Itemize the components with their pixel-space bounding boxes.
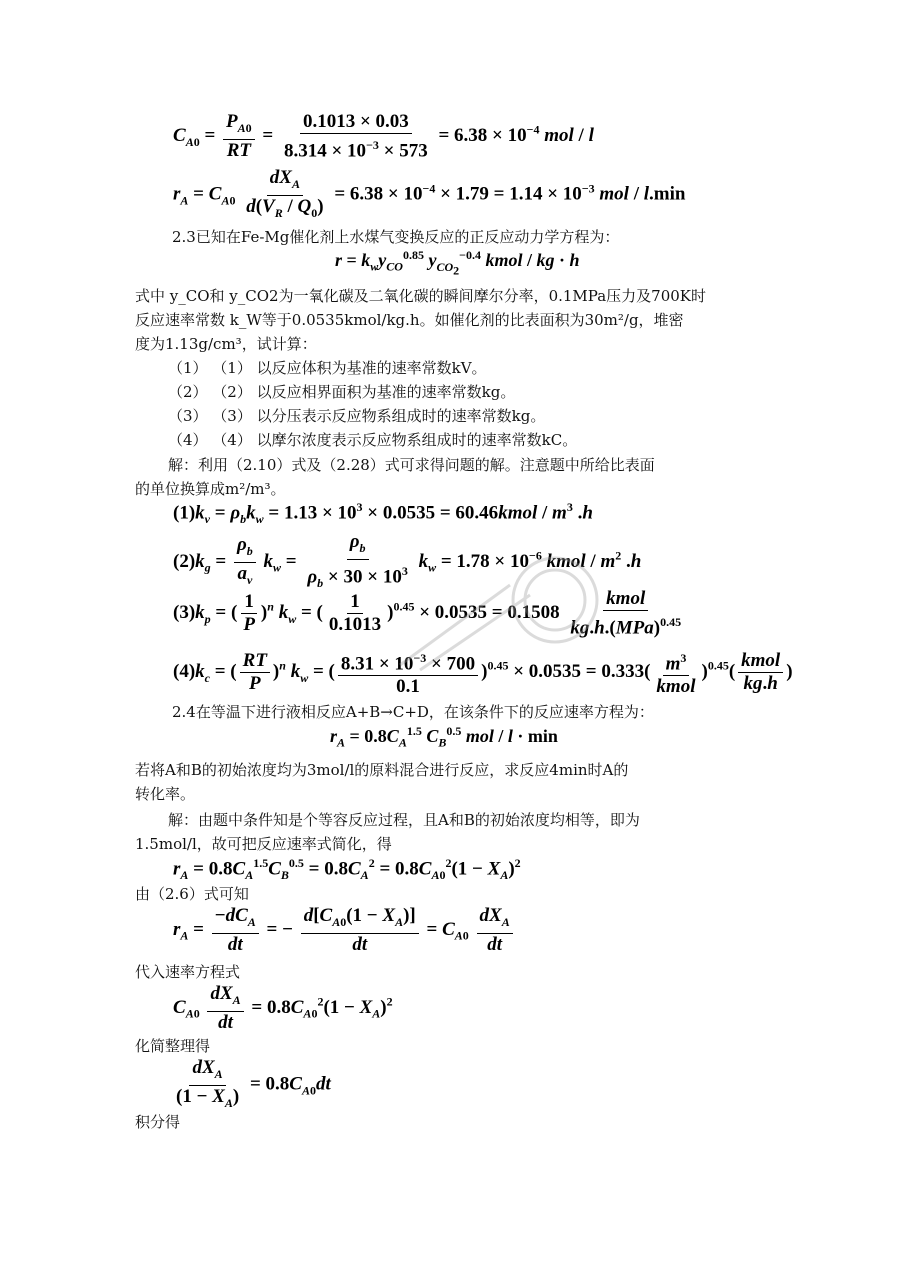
equation-rate-law: $r = k_wy_{CO}^{0.85}$ $y_{CO_2}^{-0.4}$ kmol / kg · h — [335, 248, 580, 277]
equation-kc: $(4)k_c$ = ( $\frac{RT}{P}$ )$^n$ $k_w$ = ( $\frac{8.31 \times 10^{-3} \times 700}{0.1}$ )$^{0.45}$ × 0.0535 = 0.333( $\frac{m^3}{\text{kmol}}$ )$^{0.45}$( $\frac{\text{kmol}}{kg.h}$ ) — [173, 648, 793, 697]
problem-2-4-intro: 2.4在等温下进行液相反应A+B→C+D，在该条件下的反应速率方程为： — [172, 703, 654, 721]
equation-ra: $r_A = C_{A0}$ $\frac{dX_A}{d(V_R / Q_0)}$ = $6.38 \times 10^{-4} \times 1.79 = 1.14 \times 10^{-3}$ mol / l.min — [173, 167, 686, 220]
substitute-text: 代入速率方程式 — [135, 963, 241, 981]
equation-kp: $(3)k_p$ = ( $\frac{1}{P}$ )$^n$ $k_w$ = ( $\frac{1}{0.1013}$ )$^{0.45}$ × 0.0535 = 0.1508 $\frac{\text{kmol}}{kg.h.(MPa)^{0.45}}$ — [173, 588, 682, 639]
problem-2-4-line2: 转化率。 — [135, 785, 196, 803]
problem-2-4-line1: 若将A和B的初始浓度均为3mol/l的原料混合进行反应，求反应4min时A的 — [135, 761, 629, 779]
list-item: （2） （2） 以反应相界面积为基准的速率常数kg。 — [168, 383, 516, 401]
equation-ca0: $C_{A0}$ = $\frac{P_{A0}}{RT}$ = $\frac{0.1013 \times 0.03}{8.314 \times 10^{-3} \times 573}$ = $6.38 \times 10^{-4}$ mol / l — [173, 111, 594, 162]
equation-kv: $(1)k_v = \rho_bk_w = 1.13 \times 10^3 \times 0.0535$ = 60.46kmol / $m^3$ .h — [173, 500, 593, 527]
watermark-logo — [390, 545, 610, 675]
solution-2-3-line2: 的单位换算成m²/m³。 — [135, 480, 286, 498]
equation-separated: $\frac{dX_A}{(1 - X_A)}$ = $0.8C_{A0}dt$ — [176, 1057, 331, 1110]
solution-2-3-line1: 解：利用（2.10）式及（2.28）式可求得问题的解。注意题中所给比表面 — [168, 456, 655, 474]
equation-kg: $(2)k_g$ = $\frac{\rho_b}{a_v}$ $k_w$ = $\frac{\rho_b}{\rho_b \times 30 \times 10^3}$ $k_w = 1.78 \times 10^{-6}$ kmol / $m^2$ .h — [173, 531, 642, 590]
list-item: （3） （3） 以分压表示反应物系组成时的速率常数kg。 — [168, 407, 546, 425]
list-item: （4） （4） 以摩尔浓度表示反应物系组成时的速率常数kC。 — [168, 431, 578, 449]
equation-simplified: $r_A = 0.8C_A^{1.5}C_B^{0.5} = 0.8C_A^2 = 0.8C_{A0}^2(1 - X_A)^2$ — [173, 856, 521, 883]
problem-2-3-line3: 度为1.13g/cm³，试计算： — [135, 335, 317, 353]
problem-2-3-line2: 反应速率常数 k_W等于0.0535kmol/kg.h。如催化剂的比表面积为30m²/g，堆密 — [135, 311, 684, 329]
simplify-text: 化简整理得 — [135, 1037, 211, 1055]
problem-2-3-intro: 2.3已知在Fe-Mg催化剂上水煤气变换反应的正反应动力学方程为： — [172, 228, 620, 246]
integrate-text: 积分得 — [135, 1113, 181, 1131]
problem-2-3-line1: 式中 y_CO和 y_CO2为一氧化碳及二氧化碳的瞬间摩尔分率，0.1MPa压力及700K时 — [135, 287, 706, 305]
equation-ra-rate: $r_A = 0.8C_A^{1.5}$ $C_B^{0.5}$ mol / l · min — [330, 724, 558, 750]
from-eq-2-6: 由（2.6）式可知 — [135, 885, 249, 903]
equation-substituted: $C_{A0}$ $\frac{dX_A}{dt}$ = $0.8C_{A0}^2(1 - X_A)^2$ — [173, 983, 393, 1033]
solution-2-4-line2: 1.5mol/l，故可把反应速率式简化，得 — [135, 835, 392, 853]
solution-2-4-line1: 解：由题中条件知是个等容反应过程，且A和B的初始浓度均相等，即为 — [168, 811, 640, 829]
list-item: （1） （1） 以反应体积为基准的速率常数kV。 — [168, 359, 487, 377]
equation-derivative: $r_A$ = $\frac{-dC_A}{dt}$ = − $\frac{d[C_{A0}(1 - X_A)]}{dt}$ = $C_{A0}$ $\frac{dX_A}{dt}$ — [173, 906, 516, 955]
